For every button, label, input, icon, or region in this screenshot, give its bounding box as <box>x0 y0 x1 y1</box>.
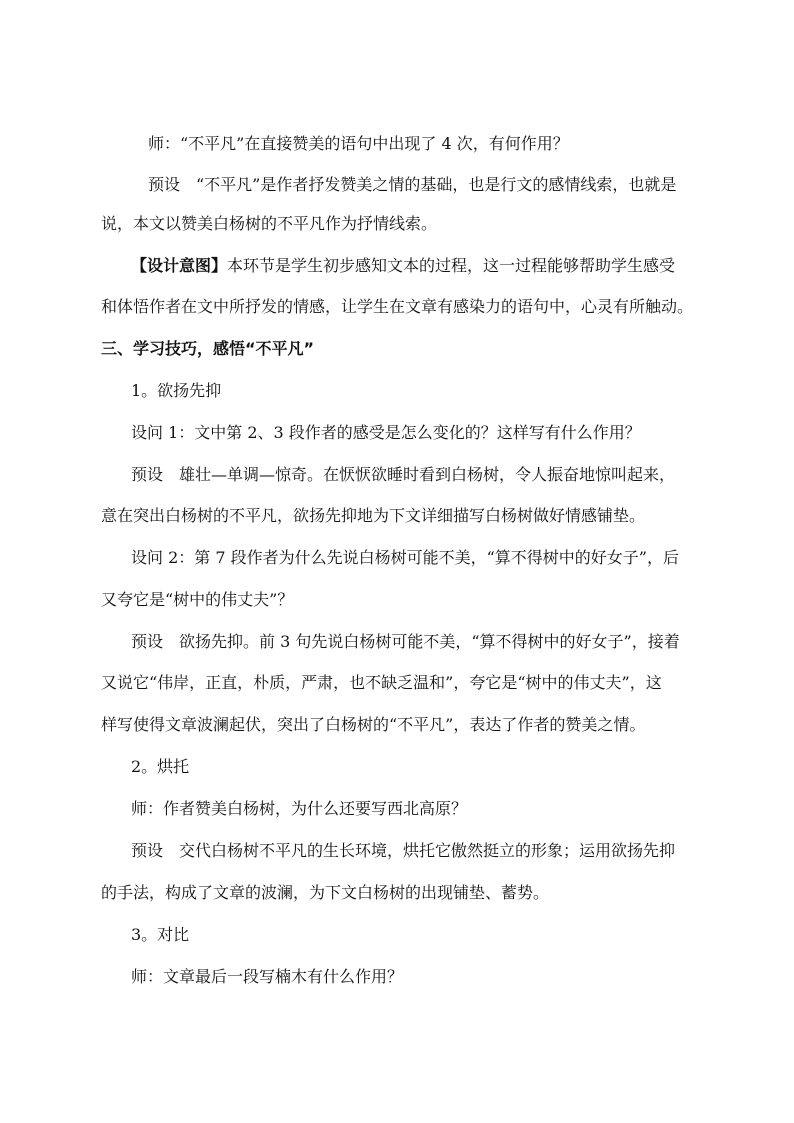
subsection-1-title: 1。欲扬先抑 <box>131 381 222 400</box>
design-intent-label: 【设计意图】 <box>131 256 228 275</box>
question-2-line2: 又夸它是“树中的伟丈夫”？ <box>101 590 294 609</box>
preset-answer-3-line1: 预设 欲扬先抑。前 3 句先说白杨树可能不美，“算不得树中的好女子”，接着 <box>131 632 680 651</box>
subsection-3-title: 3。对比 <box>131 925 190 944</box>
question-1: 设问 1：文中第 2、3 段作者的感受是怎么变化的？这样写有什么作用？ <box>131 423 641 442</box>
preset-answer-1-line2: 说，本文以赞美白杨树的不平凡作为抒情线索。 <box>101 214 438 233</box>
subsection-2-title: 2。烘托 <box>131 757 190 776</box>
teacher-question-1: 师：“不平凡”在直接赞美的语句中出现了 4 次，有何作用？ <box>148 134 569 153</box>
teacher-question-2: 师：作者赞美白杨树，为什么还要写西北高原？ <box>131 799 468 818</box>
preset-answer-3-line3: 样写使得文章波澜起伏，突出了白杨树的“不平凡”，表达了作者的赞美之情。 <box>101 715 646 734</box>
preset-answer-2-line2: 意在突出白杨树的不平凡，欲扬先抑地为下文详细描写白杨树做好情感铺垫。 <box>101 506 646 525</box>
preset-answer-1-line1: 预设 “不平凡”是作者抒发赞美之情的基础，也是行文的感情线索，也就是 <box>148 175 677 194</box>
preset-answer-3-line2: 又说它“伟岸，正直，朴质，严肃，也不缺乏温和”，夸它是“树中的伟丈夫”，这 <box>101 673 662 692</box>
section-heading-3: 三、学习技巧，感悟“不平凡” <box>101 339 315 358</box>
design-intent-line1 <box>0 255 794 277</box>
preset-answer-4-line2: 的手法，构成了文章的波澜，为下文白杨树的出现铺垫、蓄势。 <box>101 883 550 902</box>
preset-answer-2-line1: 预设 雄壮—单调—惊奇。在恹恹欲睡时看到白杨树，令人振奋地惊叫起来， <box>131 465 676 484</box>
teacher-question-3: 师：文章最后一段写楠木有什么作用？ <box>131 967 404 986</box>
preset-answer-4-line1: 预设 交代白杨树不平凡的生长环境，烘托它傲然挺立的形象；运用欲扬先抑 <box>131 841 676 860</box>
design-intent-text: 本环节是学生初步感知文本的过程，这一过程能够帮助学生感受 <box>227 256 676 275</box>
question-2-line1: 设问 2：第 7 段作者为什么先说白杨树可能不美，“算不得树中的好女子”，后 <box>131 548 679 567</box>
design-intent-line2: 和体悟作者在文中所抒发的情感，让学生在文章有感染力的语句中，心灵有所触动。 <box>101 297 694 316</box>
